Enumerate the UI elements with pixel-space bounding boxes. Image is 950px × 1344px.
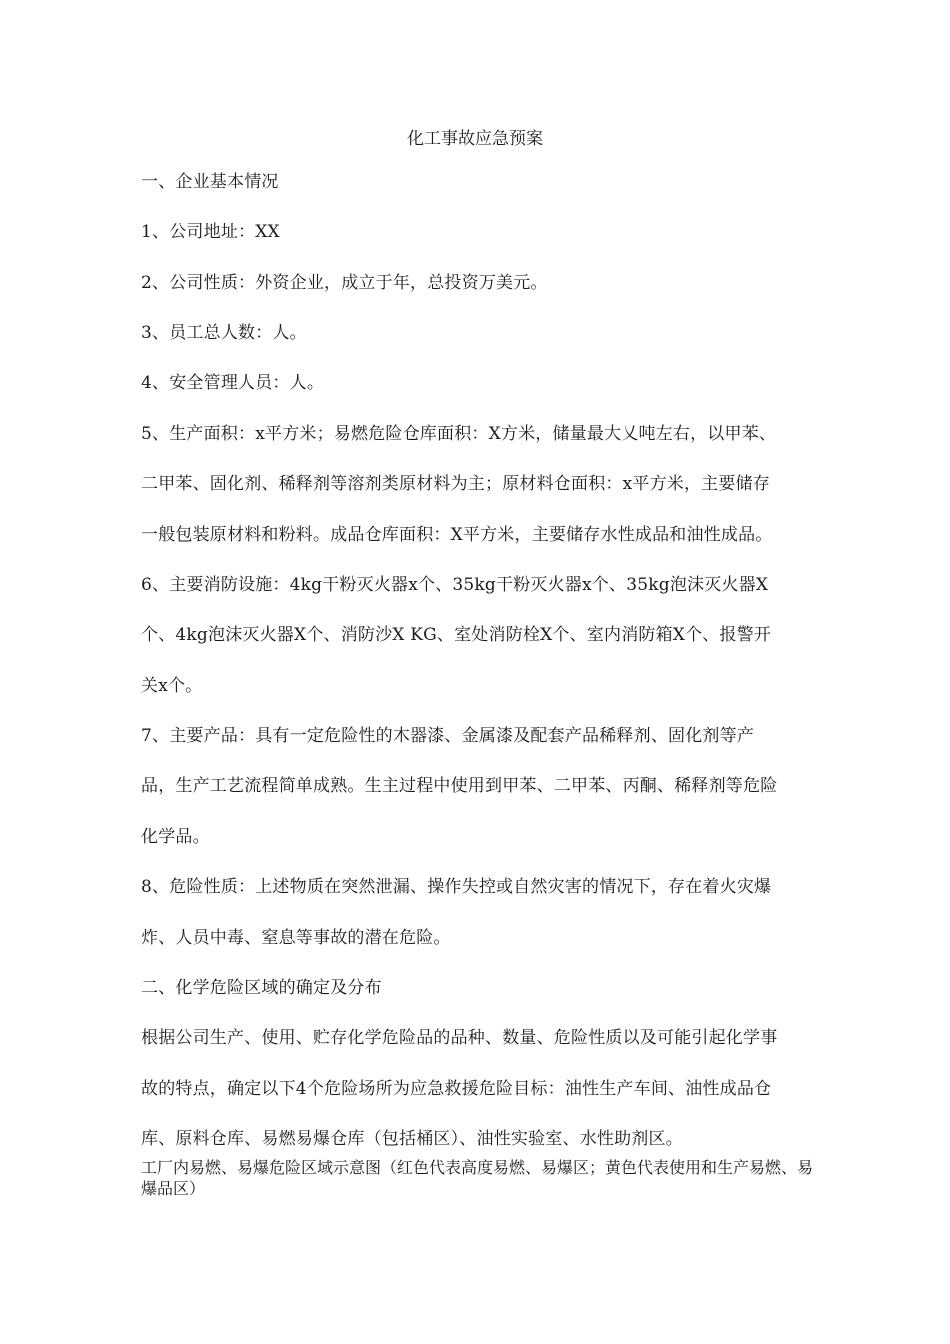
text-line: 个、4kg泡沫灭火器X个、消防沙X KG、室处消防栓X个、室内消防箱X个、报警开 bbox=[141, 625, 772, 645]
text-line: 1、公司地址：XX bbox=[141, 222, 280, 242]
text-line: 5、生产面积：x平方米；易燃危险仓库面积：X方米，储量最大乂吨左右，以甲苯、 bbox=[141, 424, 777, 444]
text-line: 故的特点，确定以下4个危险场所为应急救援危险目标：油性生产车间、油性成品仓 bbox=[141, 1079, 772, 1099]
text-line: 根据公司生产、使用、贮存化学危险品的品种、数量、危险性质以及可能引起化学事 bbox=[141, 1028, 778, 1048]
text-line: 2、公司性质：外资企业，成立于年，总投资万美元。 bbox=[141, 273, 548, 293]
text-line: 关x个。 bbox=[141, 676, 203, 696]
text-line: 库、原料仓库、易燃易爆仓库（包括桶区）、油性实验室、水性助剂区。 bbox=[141, 1129, 683, 1149]
text-line: 3、员工总人数：人。 bbox=[141, 323, 307, 343]
text-line: 二甲苯、固化剂、稀释剂等溶剂类原材料为主；原材料仓面积：x平方米，主要储存 bbox=[141, 474, 770, 494]
text-line: 一般包装原材料和粉料。成品仓库面积：X平方米，主要储存水性成品和油性成品。 bbox=[141, 525, 773, 545]
section-heading-2: 二、化学危险区域的确定及分布 bbox=[141, 978, 382, 998]
text-line: 4、安全管理人员：人。 bbox=[141, 373, 325, 393]
text-line: 6、主要消防设施：4kg干粉灭火器x个、35kg干粉灭火器x个、35kg泡沫灭火器X bbox=[141, 575, 769, 595]
text-line: 化学品。 bbox=[141, 827, 210, 847]
text-line: 8、危险性质：上述物质在突然泄漏、操作失控或自然灾害的情况下，存在着火灾爆 bbox=[141, 877, 772, 897]
text-line: 炸、人员中毒、窒息等事故的潜在危险。 bbox=[141, 928, 451, 948]
figure-caption: 工厂内易燃、易爆危险区域示意图（红色代表高度易燃、易爆区；黄色代表使用和生产易燃、易爆品区） bbox=[141, 1158, 814, 1198]
text-line: 7、主要产品：具有一定危险性的木器漆、金属漆及配套产品稀释剂、固化剂等产 bbox=[141, 726, 755, 746]
document-title: 化工事故应急预案 bbox=[407, 129, 543, 149]
text-line: 品，生产工艺流程简单成熟。生主过程中使用到甲苯、二甲苯、丙酮、稀释剂等危险 bbox=[141, 776, 778, 796]
section-heading-1: 一、企业基本情况 bbox=[141, 172, 279, 192]
